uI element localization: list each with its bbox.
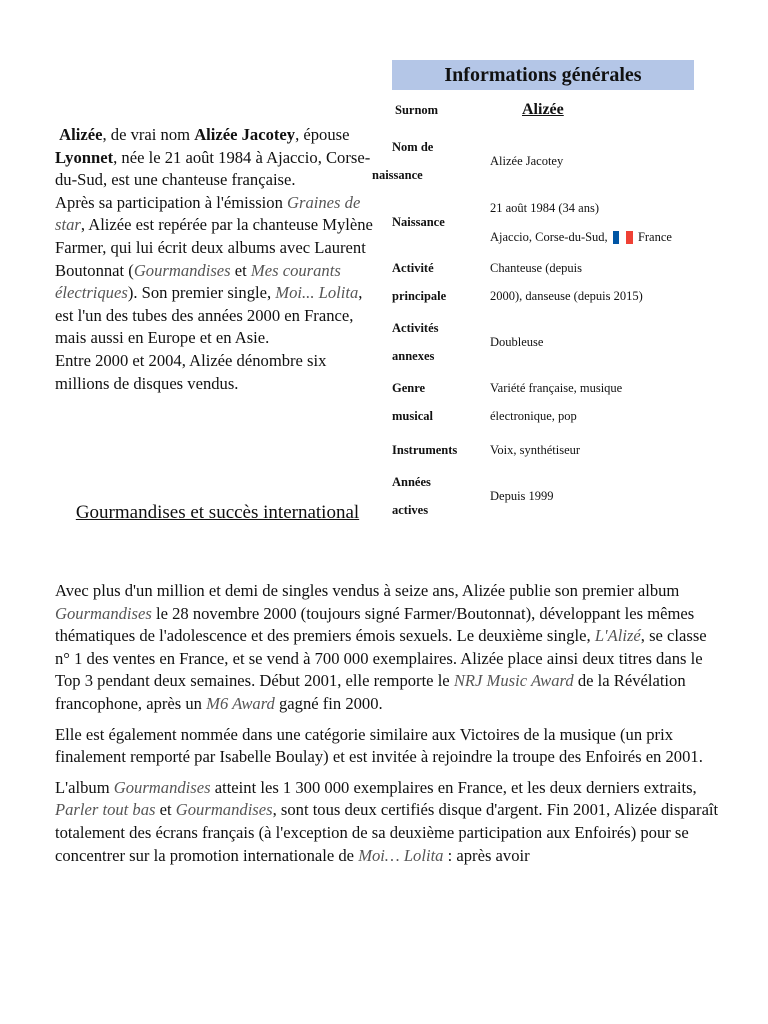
infobox-label-activite-2: principale xyxy=(392,289,447,303)
link-moi-lolita-2[interactable]: Moi… Lolita xyxy=(358,845,444,865)
infobox-label-surnom: Surnom xyxy=(395,103,439,117)
link-m6-award[interactable]: M6 Award xyxy=(206,693,275,713)
infobox-label-annees-1: Années xyxy=(392,475,431,489)
link-gourmandises[interactable]: Gourmandises xyxy=(133,260,231,280)
infobox-value-activite-2: 2000), danseuse (depuis 2015) xyxy=(490,289,643,303)
infobox-label-naissance: Naissance xyxy=(392,215,445,229)
intro-paragraph-1: Alizée, de vrai nom Alizée Jacotey, épouse Lyonnet, née le 21 août 1984 à Ajaccio, Corse-du-Sud, est une chanteuse française. xyxy=(55,125,371,190)
link-album-gourmandises-2[interactable]: Gourmandises xyxy=(113,777,211,797)
infobox-value-naissance-date: 21 août 1984 (34 ans) xyxy=(490,201,600,215)
intro-text xyxy=(55,124,373,395)
infobox-label-instruments: Instruments xyxy=(392,443,458,457)
link-nrj-music-award[interactable]: NRJ Music Award xyxy=(453,671,574,691)
infobox-label-genre-2: musical xyxy=(392,409,433,423)
infobox-label-annees-2: actives xyxy=(392,503,429,517)
body-paragraph-1: Avec plus d'un million et demi de singles vendus à seize ans, Alizée publie son premier album Gourmandises le 28 novembre 2000 (toujours signé Farmer/Boutonnat), développant les mêmes thématiques de l'adolescence et des premiers émois sexuels. Le deuxième single, L'Alizé, se classe n° 1 des ventes en France, et se vend à 700 000 exemplaires. Alizée place ainsi deux titres dans le Top 3 pendant deux semaines. Début 2001, elle remporte le NRJ Music Award de la Révélation francophone, après un M6 Award gagné fin 2000. xyxy=(55,581,707,713)
infobox-label-annexes-1: Activités xyxy=(392,321,439,335)
infobox-value-annees: Depuis 1999 xyxy=(490,489,554,503)
link-l-alize[interactable]: L'Alizé xyxy=(594,626,641,646)
infobox-value-surnom: Alizée xyxy=(522,101,564,118)
link-moi-lolita[interactable]: Moi... Lolita xyxy=(275,283,359,303)
body-paragraph-3: L'album Gourmandises atteint les 1 300 000 exemplaires en France, et les deux derniers extraits, Parler tout bas et Gourmandises, sont tous deux certifiés disque d'argent. Fin 2001, Alizée disparaît totalement des écrans français (à l'exception de sa deuxième participation aux Enfoirés) pour se concentrer sur la promotion internationale de Moi… Lolita : après avoir xyxy=(55,777,719,865)
infobox-value-annexes: Doubleuse xyxy=(490,335,544,349)
infobox-label-nom-naissance-2: naissance xyxy=(372,168,423,182)
infobox-label-activite-1: Activité xyxy=(392,261,434,275)
link-album-gourmandises[interactable]: Gourmandises xyxy=(55,603,152,623)
intro-paragraph-2: Après sa participation à l'émission Graines de star, Alizée est repérée par la chanteuse Mylène Farmer, qui lui écrit deux albums avec Laurent Boutonnat (Gourmandises et Mes courants électriques). Son premier single, Moi... Lolita, est l'un des tubes des années 2000 en France, mais aussi en Europe et en Asie. xyxy=(55,192,373,348)
infobox-value-activite-1: Chanteuse (depuis xyxy=(490,261,582,275)
body-paragraph-2: Elle est également nommée dans une catégorie similaire aux Victoires de la musique (un prix finalement remporté par Isabelle Boulay) et est invitée à rejoindre la troupe des Enfoirés en 2001. xyxy=(55,724,703,767)
link-gourmandises-single[interactable]: Gourmandises xyxy=(175,800,273,820)
body-text xyxy=(55,580,720,875)
section-title: Gourmandises et succès international xyxy=(75,502,360,523)
infobox-label-annexes-2: annexes xyxy=(392,349,435,363)
link-parler-tout-bas[interactable]: Parler tout bas xyxy=(55,800,156,820)
subject-full-name: Alizée Jacotey xyxy=(194,125,296,144)
infobox-value-genre-1: Variété française, musique xyxy=(490,381,623,395)
link-graines-de-star[interactable]: Graines de star xyxy=(55,192,361,235)
infobox-value-instruments: Voix, synthétiseur xyxy=(490,443,581,457)
infobox-value-naissance-place: Ajaccio, Corse-du-Sud, France xyxy=(490,223,672,251)
infobox-label-genre-1: Genre xyxy=(392,381,426,395)
link-mes-courants-electriques[interactable]: Mes courants électriques xyxy=(55,260,341,303)
subject-name: Alizée xyxy=(59,125,103,144)
subject-spouse: Lyonnet xyxy=(55,147,114,167)
france-flag-icon xyxy=(613,226,633,239)
infobox-title: Informations générales xyxy=(392,60,694,90)
infobox-value-nom-naissance: Alizée Jacotey xyxy=(490,154,564,168)
intro-paragraph-3: Entre 2000 et 2004, Alizée dénombre six millions de disques vendus. xyxy=(55,350,327,393)
infobox-value-genre-2: électronique, pop xyxy=(490,409,577,423)
infobox-label-nom-naissance-1: Nom de xyxy=(392,140,434,154)
